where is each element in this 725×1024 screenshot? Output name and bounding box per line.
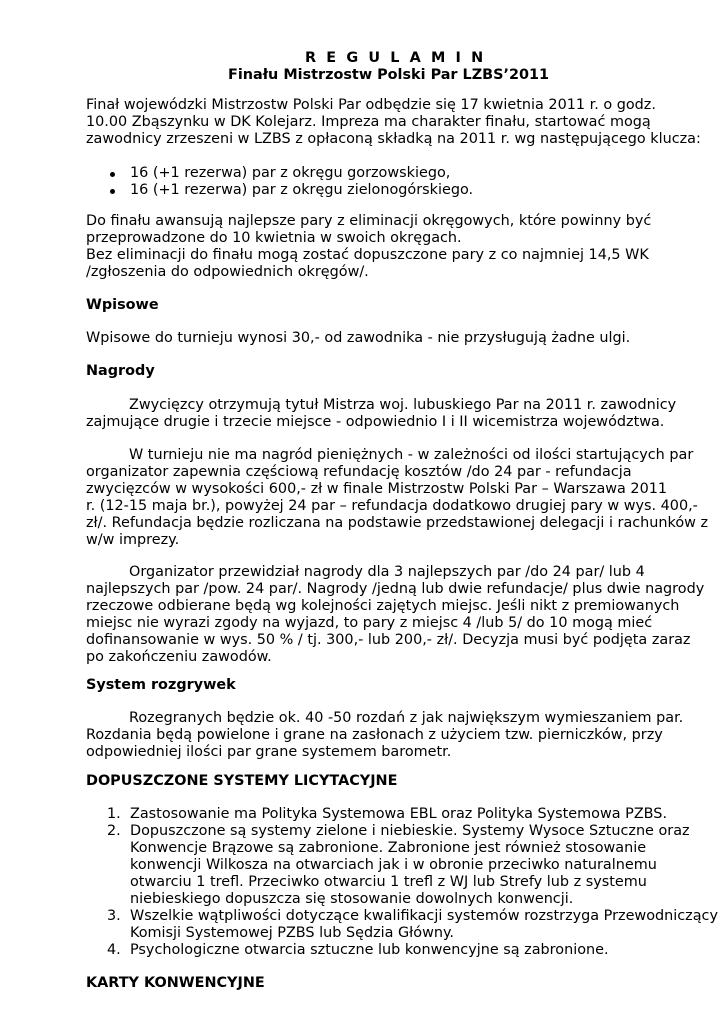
document-title: R E G U L A M I N <box>305 50 486 66</box>
bidding-item-line: niebieskiego dopuszcza się stosowanie dowolnych konwencji. <box>130 891 574 907</box>
finals-line: Do finału awansują najlepsze pary z eliminacji okręgowych, które powinny być <box>86 213 652 229</box>
prizes-line: Zwycięzcy otrzymują tytuł Mistrza woj. lubuskiego Par na 2011 r. zawodnicy <box>129 397 677 413</box>
bidding-item-line: Zastosowanie ma Polityka Systemowa EBL oraz Polityka Systemowa PZBS. <box>130 806 668 822</box>
prizes-line: zwycięzców w wysokości 600,- zł w finale Mistrzostw Polski Par – Warszawa 2011 <box>86 481 668 497</box>
system-line: Rozdania będą powielone i grane na zasłonach z użyciem tzw. pierniczków, przy <box>86 727 663 743</box>
bidding-item-line: Komisji Systemowej PZBS lub Sędzia Główny. <box>130 925 455 941</box>
cards-heading: KARTY KONWENCYJNE <box>86 975 265 991</box>
document-subtitle: Finału Mistrzostw Polski Par LZBS’2011 <box>228 67 549 83</box>
prizes-heading: Nagrody <box>86 363 155 379</box>
prizes-line: po zakończeniu zawodów. <box>86 649 272 665</box>
prizes-line: rzeczowe odbierane będą wg kolejności zajętych miejsc. Jeśli nikt z premiowanych <box>86 598 680 614</box>
prizes-line: organizator zapewnia częściową refundację kosztów /do 24 par - refundacja <box>86 464 632 480</box>
fee-heading: Wpisowe <box>86 297 159 313</box>
bidding-item-line: otwarciu 1 trefl. Przeciwko otwarciu 1 trefl z WJ lub Strefy lub z systemu <box>130 874 647 890</box>
prizes-line: zł/. Refundacja będzie rozliczana na podstawie przedstawionej delegacji i rachunków z <box>86 515 709 531</box>
bidding-item-line: Dopuszczone są systemy zielone i niebieskie. Systemy Wysoce Sztuczne oraz <box>130 823 690 839</box>
bidding-heading: DOPUSZCZONE SYSTEMY LICYTACYJNE <box>86 773 398 789</box>
system-line: odpowiedniej ilości par grane systemem barometr. <box>86 744 452 760</box>
intro-line: zawodnicy zrzeszeni w LZBS z opłaconą składką na 2011 r. wg następującego klucza: <box>86 131 701 147</box>
intro-line: 10.00 Zbąszynku w DK Kolejarz. Impreza ma charakter finału, startować mogą <box>86 114 651 130</box>
prizes-line: dofinansowanie w wys. 50 % / tj. 300,- lub 200,- zł/. Decyzja musi być podjęta zaraz <box>86 632 691 648</box>
bullet-icon <box>110 172 115 177</box>
prizes-line: miejsc nie wyrazi zgody na wyjazd, to pary z miejsc 4 /lub 5/ do 10 mogą mieć <box>86 615 653 631</box>
prizes-line: Organizator przewidział nagrody dla 3 najlepszych par /do 24 par/ lub 4 <box>129 564 645 580</box>
bidding-item-number: 3. <box>107 908 121 924</box>
prizes-line: najlepszych par /pow. 24 par/. Nagrody /jedną lub dwie refundacje/ plus dwie nagrody <box>86 581 705 597</box>
system-line: Rozegranych będzie ok. 40 -50 rozdań z jak największym wymieszaniem par. <box>129 710 684 726</box>
prizes-line: r. (12-15 maja br.), powyżej 24 par – refundacja dodatkowo drugiej pary w wys. 400,- <box>86 498 698 514</box>
bidding-item-line: konwencji Wilkosza na otwarciach jak i w obronie przeciwko naturalnemu <box>130 857 657 873</box>
finals-line: Bez eliminacji do finału mogą zostać dopuszczone pary z co najmniej 14,5 WK <box>86 247 649 263</box>
bidding-item-number: 1. <box>107 806 121 822</box>
prizes-line: zajmujące drugie i trzecie miejsce - odpowiednio I i II wicemistrza województwa. <box>86 414 665 430</box>
quota-item: 16 (+1 rezerwa) par z okręgu gorzowskiego, <box>130 165 451 181</box>
bullet-icon <box>110 189 115 194</box>
prizes-line: W turnieju nie ma nagród pieniężnych - w zależności od ilości startujących par <box>129 447 694 463</box>
intro-line: Finał wojewódzki Mistrzostw Polski Par odbędzie się 17 kwietnia 2011 r. o godz. <box>86 97 656 113</box>
bidding-item-line: Konwencje Brązowe są zabronione. Zabronione jest również stosowanie <box>130 840 647 856</box>
bidding-item-line: Wszelkie wątpliwości dotyczące kwalifikacji systemów rozstrzyga Przewodniczący <box>130 908 718 924</box>
bidding-item-number: 2. <box>107 823 121 839</box>
quota-item: 16 (+1 rezerwa) par z okręgu zielonogórskiego. <box>130 182 474 198</box>
bidding-item-line: Psychologiczne otwarcia sztuczne lub konwencyjne są zabronione. <box>130 942 609 958</box>
system-heading: System rozgrywek <box>86 677 236 693</box>
fee-text: Wpisowe do turnieju wynosi 30,- od zawodnika - nie przysługują żadne ulgi. <box>86 330 631 346</box>
finals-line: /zgłoszenia do odpowiednich okręgów/. <box>86 264 369 280</box>
finals-line: przeprowadzone do 10 kwietnia w swoich okręgach. <box>86 230 462 246</box>
prizes-line: w/w imprezy. <box>86 532 180 548</box>
bidding-item-number: 4. <box>107 942 121 958</box>
